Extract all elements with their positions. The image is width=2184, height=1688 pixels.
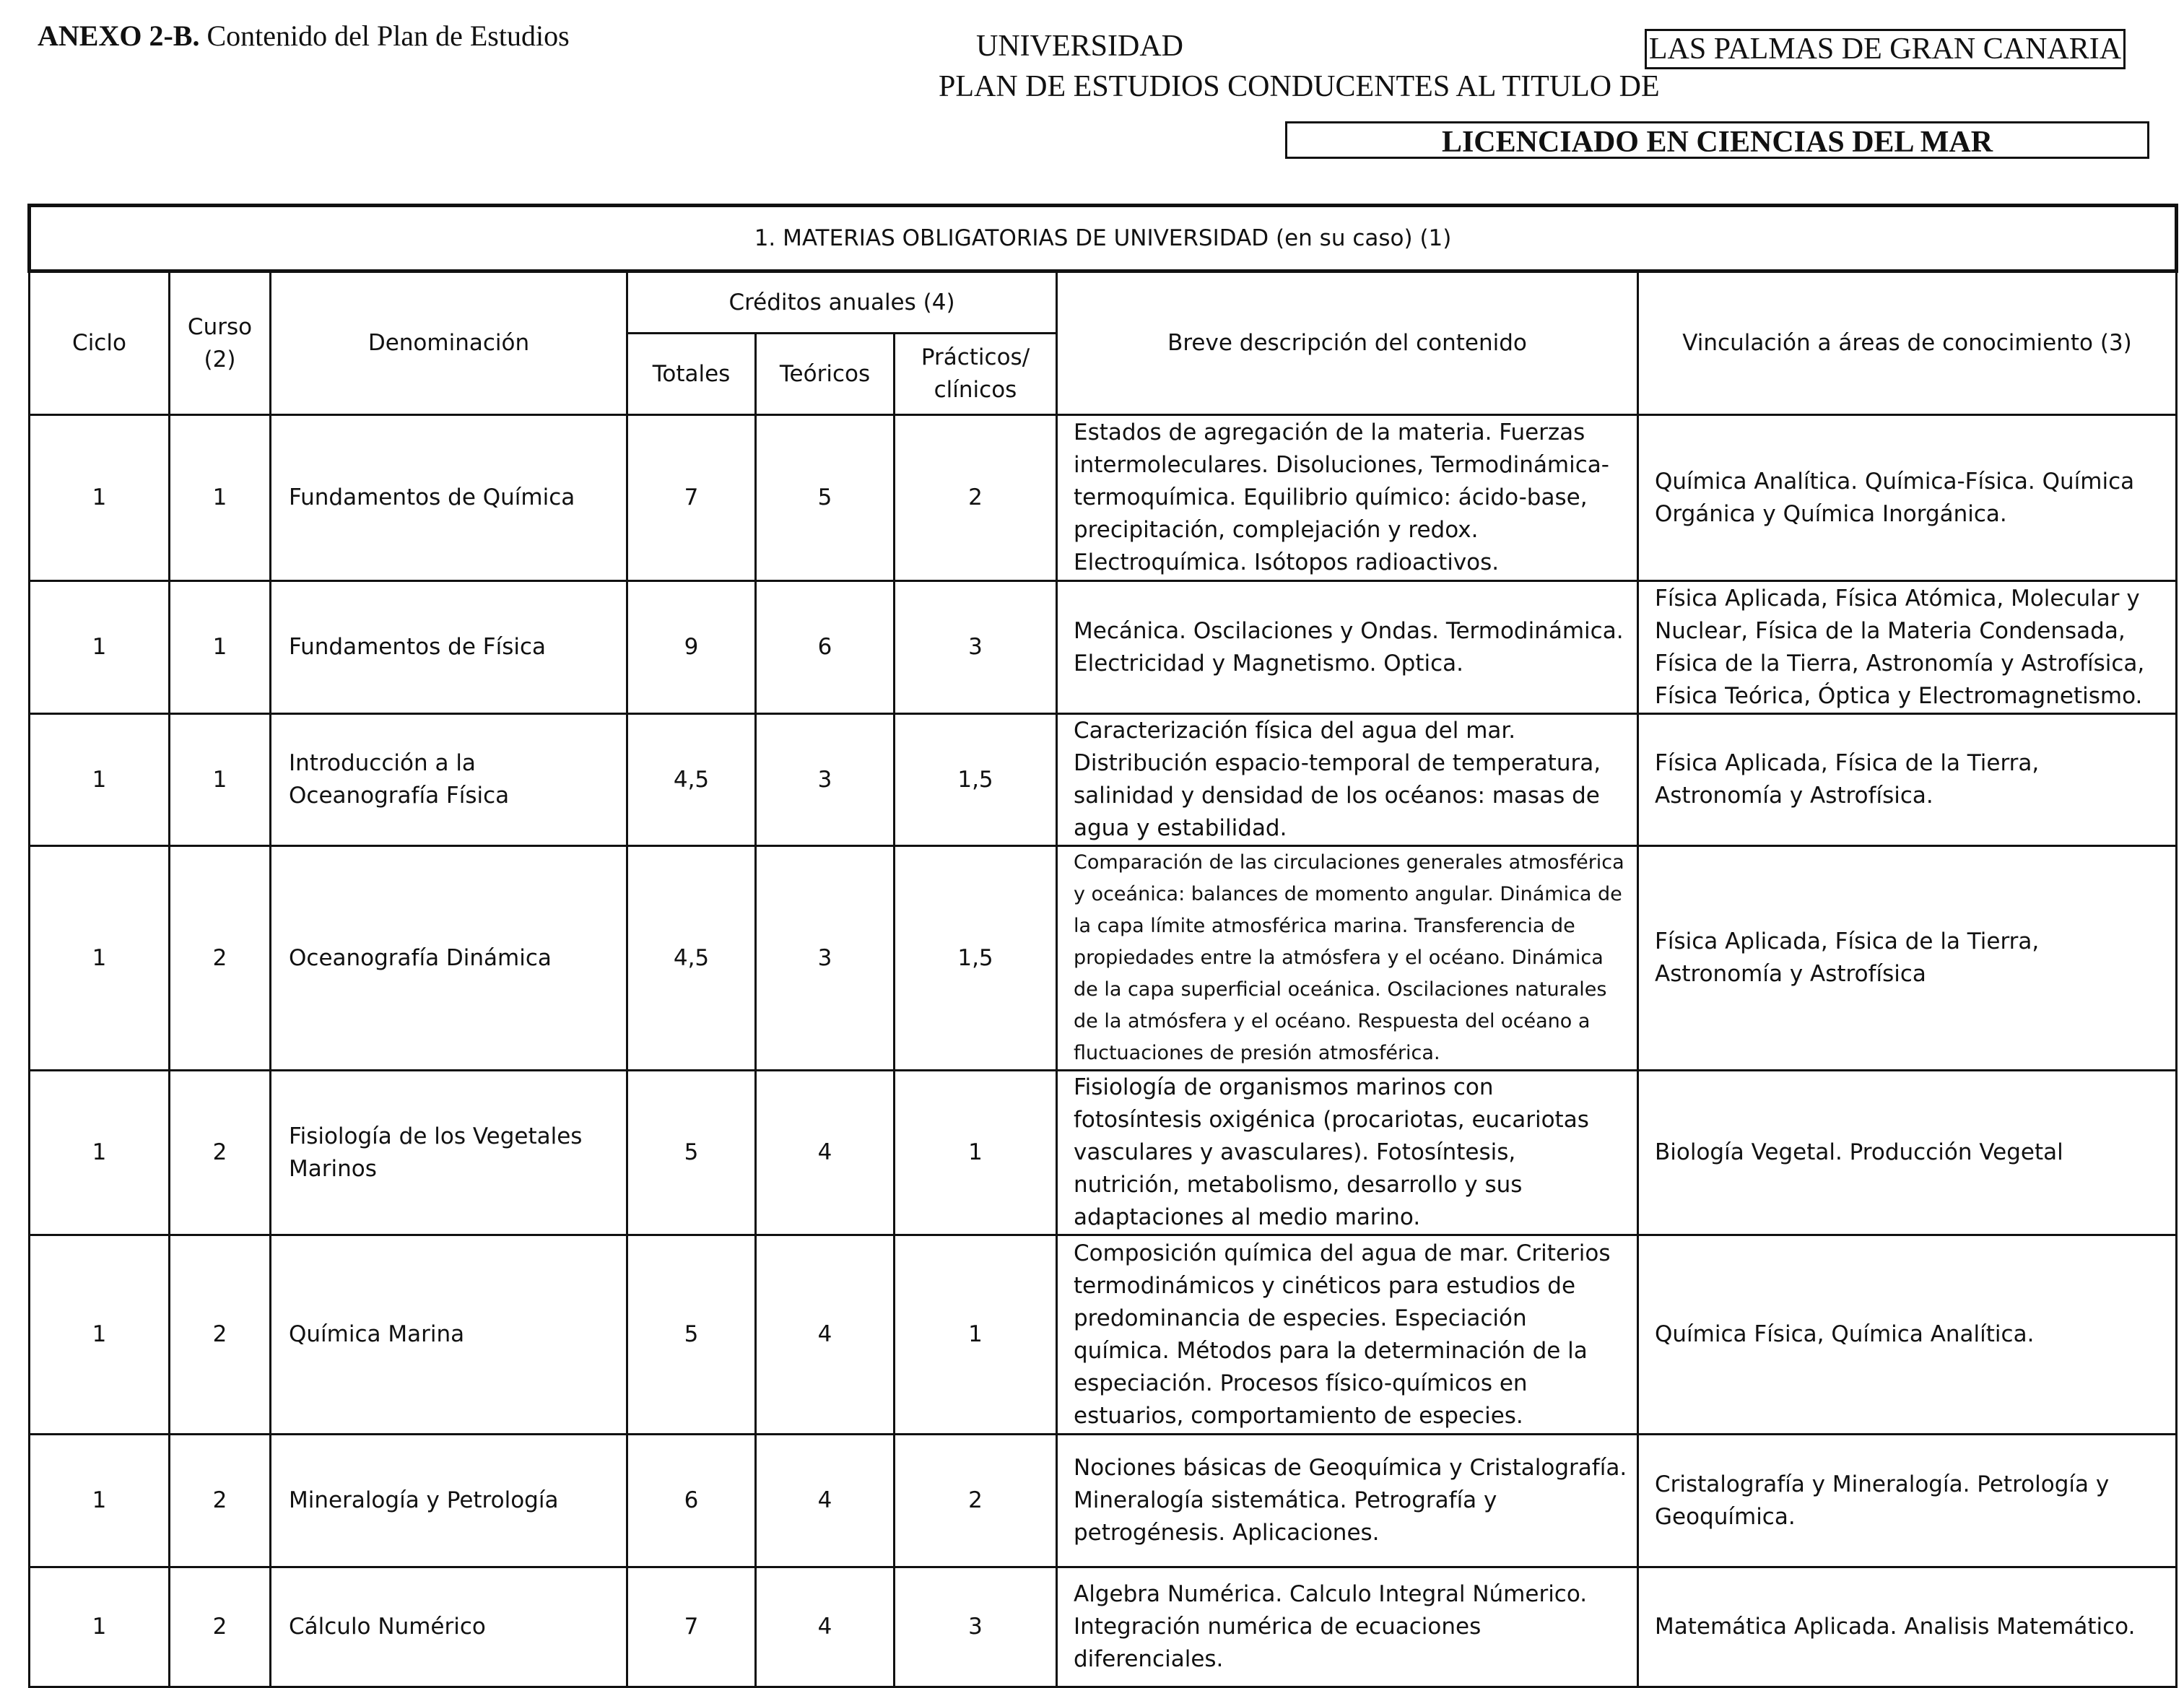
degree-title-box: LICENCIADO EN CIENCIAS DEL MAR	[1285, 121, 2149, 159]
table-row	[30, 846, 2177, 1071]
col-header-practicos: Prácticos/ clínicos	[895, 334, 1057, 415]
col-header-ciclo: Ciclo	[30, 271, 170, 415]
cell-descripcion: Mecánica. Oscilaciones y Ondas. Termodinámica. Electricidad y Magnetismo. Optica.	[1057, 581, 1638, 714]
col-header-creditos: Créditos anuales (4)	[627, 271, 1057, 334]
cell-totales: 4,5	[627, 714, 756, 846]
cell-teoricos: 6	[756, 581, 895, 714]
cell-teoricos: 3	[756, 846, 895, 1071]
col-header-descripcion: Breve descripción del contenido	[1057, 271, 1638, 415]
cell-descripcion: Fisiología de organismos marinos con fotosíntesis oxigénica (procariotas, eucariotas vasculares y avasculares). Fotosíntesis, nutrición, metabolismo, desarrollo y sus adaptaciones al medio marino.	[1057, 1071, 1638, 1235]
cell-descripcion: Caracterización física del agua del mar. Distribución espacio-temporal de temperatura, salinidad y densidad de los océanos: masas de agua y estabilidad.	[1057, 714, 1638, 846]
cell-denominacion: Fundamentos de Química	[271, 415, 627, 581]
cell-totales: 5	[627, 1235, 756, 1435]
cell-descripcion: Estados de agregación de la materia. Fuerzas intermoleculares. Disoluciones, Termodinámica-termoquímica. Equilibrio químico: ácido-base, precipitación, complejación y redox. Electroquímica. Isótopos radioactivos.	[1057, 415, 1638, 581]
table-row	[30, 1071, 2177, 1235]
cell-vinculacion: Física Aplicada, Física de la Tierra, Astronomía y Astrofísica.	[1638, 714, 2177, 846]
university-label: UNIVERSIDAD	[976, 30, 1183, 63]
cell-practicos: 1	[895, 1235, 1057, 1435]
cell-denominacion: Oceanografía Dinámica	[271, 846, 627, 1071]
cell-totales: 5	[627, 1071, 756, 1235]
cell-practicos: 2	[895, 415, 1057, 581]
cell-descripcion: Comparación de las circulaciones generales atmosférica y oceánica: balances de momento angular. Dinámica de la capa límite atmosférica marina. Transferencia de propiedades entre la atmósfera y el océano. Dinámica de la capa superficial oceánica. Oscilaciones naturales de la atmósfera y el océano. Respuesta del océano a fluctuaciones de presión atmosférica.	[1057, 846, 1638, 1071]
plan-title: PLAN DE ESTUDIOS CONDUCENTES AL TITULO DE	[939, 70, 1660, 103]
cell-ciclo: 1	[30, 1235, 170, 1435]
cell-vinculacion: Química Física, Química Analítica.	[1638, 1235, 2177, 1435]
cell-teoricos: 4	[756, 1235, 895, 1435]
cell-vinculacion: Cristalografía y Mineralogía. Petrología y Geoquímica.	[1638, 1435, 2177, 1567]
cell-totales: 7	[627, 415, 756, 581]
cell-practicos: 1	[895, 1071, 1057, 1235]
cell-denominacion: Cálculo Numérico	[271, 1567, 627, 1687]
cell-ciclo: 1	[30, 415, 170, 581]
cell-descripcion: Nociones básicas de Geoquímica y Cristalografía. Mineralogía sistemática. Petrografía y petrogénesis. Aplicaciones.	[1057, 1435, 1638, 1567]
cell-practicos: 3	[895, 1567, 1057, 1687]
cell-totales: 6	[627, 1435, 756, 1567]
cell-denominacion: Fundamentos de Física	[271, 581, 627, 714]
cell-curso: 2	[170, 1435, 271, 1567]
cell-ciclo: 1	[30, 1567, 170, 1687]
cell-totales: 9	[627, 581, 756, 714]
col-header-curso: Curso (2)	[170, 271, 271, 415]
cell-ciclo: 1	[30, 581, 170, 714]
cell-vinculacion: Física Aplicada, Física de la Tierra, Astronomía y Astrofísica	[1638, 846, 2177, 1071]
cell-ciclo: 1	[30, 714, 170, 846]
cell-denominacion: Introducción a la Oceanografía Física	[271, 714, 627, 846]
table-row	[30, 1435, 2177, 1567]
table-row	[30, 415, 2177, 581]
section-title: 1. MATERIAS OBLIGATORIAS DE UNIVERSIDAD (en su caso) (1)	[30, 206, 2177, 271]
cell-practicos: 1,5	[895, 846, 1057, 1071]
cell-teoricos: 4	[756, 1567, 895, 1687]
cell-curso: 2	[170, 1071, 271, 1235]
cell-ciclo: 1	[30, 846, 170, 1071]
cell-vinculacion: Biología Vegetal. Producción Vegetal	[1638, 1071, 2177, 1235]
cell-curso: 1	[170, 581, 271, 714]
cell-practicos: 1,5	[895, 714, 1057, 846]
table-row	[30, 714, 2177, 846]
university-name-box: LAS PALMAS DE GRAN CANARIA	[1645, 29, 2126, 69]
cell-totales: 4,5	[627, 846, 756, 1071]
cell-practicos: 3	[895, 581, 1057, 714]
table-row	[30, 581, 2177, 714]
cell-denominacion: Mineralogía y Petrología	[271, 1435, 627, 1567]
col-header-vinculacion: Vinculación a áreas de conocimiento (3)	[1638, 271, 2177, 415]
cell-teoricos: 4	[756, 1435, 895, 1567]
table-row	[30, 1235, 2177, 1435]
annex-subtitle: Contenido del Plan de Estudios	[206, 19, 570, 52]
cell-practicos: 2	[895, 1435, 1057, 1567]
col-header-denominacion: Denominación	[271, 271, 627, 415]
col-header-teoricos: Teóricos	[756, 334, 895, 415]
subjects-table	[27, 204, 2178, 1688]
cell-vinculacion: Física Aplicada, Física Atómica, Molecular y Nuclear, Física de la Materia Condensada, Física de la Tierra, Astronomía y Astrofísica, Física Teórica, Óptica y Electromagnetismo.	[1638, 581, 2177, 714]
cell-teoricos: 4	[756, 1071, 895, 1235]
cell-curso: 1	[170, 714, 271, 846]
cell-curso: 2	[170, 1235, 271, 1435]
annex-heading	[38, 19, 570, 53]
cell-curso: 2	[170, 1567, 271, 1687]
cell-vinculacion: Matemática Aplicada. Analisis Matemático.	[1638, 1567, 2177, 1687]
cell-vinculacion: Química Analítica. Química-Física. Química Orgánica y Química Inorgánica.	[1638, 415, 2177, 581]
cell-curso: 1	[170, 415, 271, 581]
cell-denominacion: Química Marina	[271, 1235, 627, 1435]
cell-descripcion: Algebra Numérica. Calculo Integral Númerico. Integración numérica de ecuaciones diferenciales.	[1057, 1567, 1638, 1687]
table-row	[30, 1567, 2177, 1687]
cell-descripcion: Composición química del agua de mar. Criterios termodinámicos y cinéticos para estudios de predominancia de especies. Especiación química. Métodos para la determinación de la especiación. Procesos físico-químicos en estuarios, comportamiento de especies.	[1057, 1235, 1638, 1435]
cell-curso: 2	[170, 846, 271, 1071]
cell-totales: 7	[627, 1567, 756, 1687]
cell-denominacion: Fisiología de los Vegetales Marinos	[271, 1071, 627, 1235]
cell-teoricos: 5	[756, 415, 895, 581]
annex-label: ANEXO 2-B.	[38, 19, 200, 52]
cell-ciclo: 1	[30, 1435, 170, 1567]
col-header-totales: Totales	[627, 334, 756, 415]
cell-teoricos: 3	[756, 714, 895, 846]
cell-ciclo: 1	[30, 1071, 170, 1235]
